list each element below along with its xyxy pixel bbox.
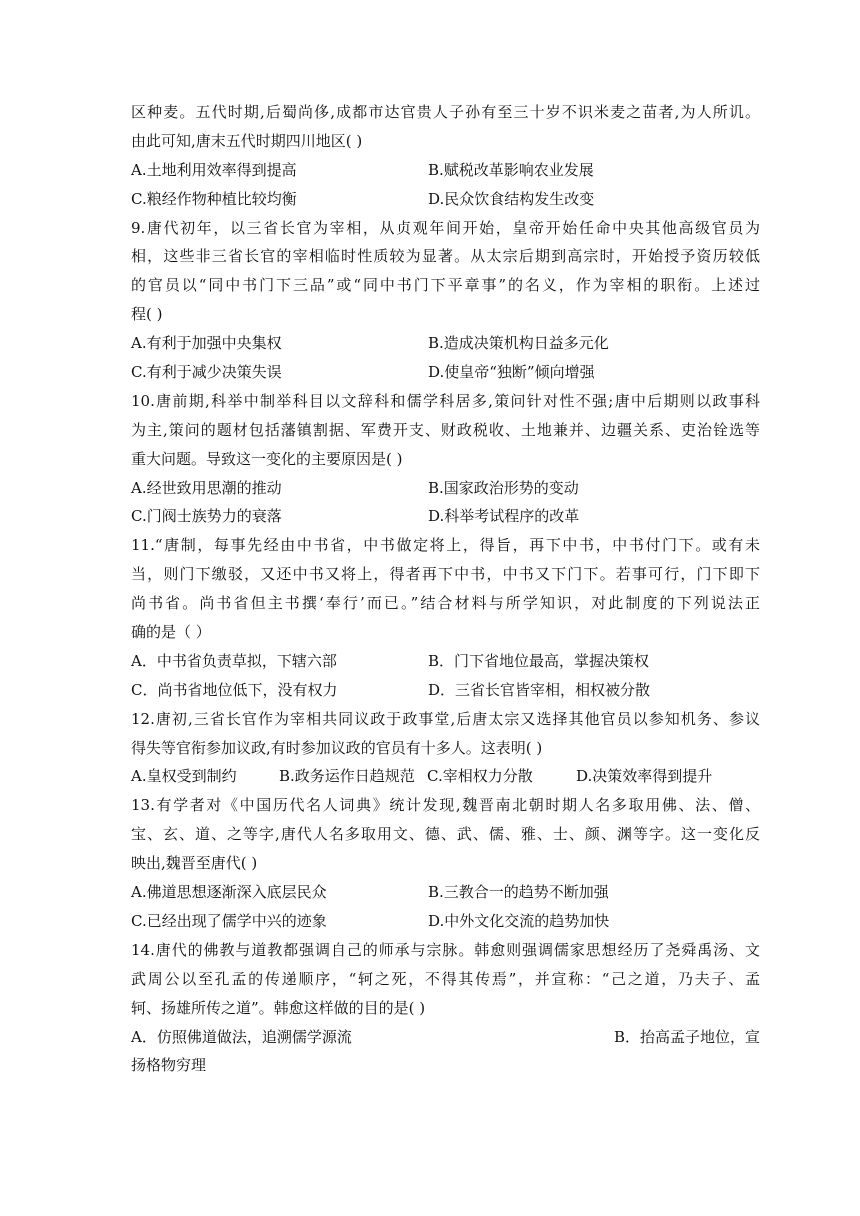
answer-options-row bbox=[131, 1023, 760, 1052]
text-line: 宝、玄、道、之等字,唐代人名多取用文、德、武、儒、雅、士、颜、渊等字。这一变化反 bbox=[131, 825, 760, 844]
answer-option: B.国家政治形势的变动 bbox=[428, 478, 579, 497]
text-line: 确的是（ ） bbox=[131, 623, 211, 642]
answer-option: C.宰相权力分散 bbox=[427, 767, 533, 786]
answer-option: C.粮经作物种植比较均衡 bbox=[131, 189, 297, 208]
answer-option: D.科举考试程序的改革 bbox=[428, 507, 580, 526]
answer-option: B.政务运作日趋规范 bbox=[279, 767, 415, 786]
text-line: 扬格物穷理 bbox=[131, 1056, 207, 1075]
text-line: 重大问题。导致这一变化的主要原因是( ) bbox=[131, 449, 403, 468]
answer-option: C．尚书省地位低下，没有权力 bbox=[131, 680, 338, 699]
answer-option: D.中外文化交流的趋势加快 bbox=[428, 911, 610, 930]
answer-option: D.民众饮食结构发生改变 bbox=[428, 189, 595, 208]
text-line: 10.唐前期,科举中制举科目以文辞科和儒学科居多,策问针对性不强;唐中后期则以政事科 bbox=[131, 391, 760, 410]
answer-option: C.已经出现了儒学中兴的迹象 bbox=[131, 911, 327, 930]
text-line: 为主,策问的题材包括藩镇割据、军费开支、财政税收、土地兼并、边疆关系、吏治铨选等 bbox=[131, 420, 760, 439]
text-line: 13.有学者对《中国历代名人词典》统计发现,魏晋南北朝时期人名多取用佛、法、僧、 bbox=[131, 796, 760, 815]
answer-option: A．仿照佛道做法，追溯儒学源流 bbox=[131, 1027, 352, 1046]
answer-option: B．门下省地位最高，掌握决策权 bbox=[428, 651, 650, 670]
answer-option: A.经世致用思潮的推动 bbox=[131, 478, 282, 497]
answer-option: A.土地利用效率得到提高 bbox=[131, 160, 297, 179]
answer-option: D.决策效率得到提升 bbox=[576, 767, 713, 786]
answer-options-row bbox=[131, 762, 760, 791]
text-line: 武周公以至孔孟的传递顺序，“轲之死，不得其传焉”，并宣称：“己之道，乃夫子、孟 bbox=[131, 969, 760, 988]
text-line: 11.“唐制，每事先经由中书省，中书做定将上，得旨，再下中书，中书付门下。或有未 bbox=[131, 536, 760, 555]
text-line: 映出,魏晋至唐代( ) bbox=[131, 854, 258, 873]
answer-option: B．抬高孟子地位，宣 bbox=[613, 1027, 760, 1046]
text-line: 程( ) bbox=[131, 305, 163, 324]
answer-options-row bbox=[131, 329, 760, 358]
text-line: 区种麦。五代时期,后蜀尚侈,成都市达官贵人子孙有至三十岁不识米麦之苗者,为人所讥。 bbox=[131, 103, 760, 121]
answer-option: B.三教合一的趋势不断加强 bbox=[428, 883, 609, 902]
text-line: 14.唐代的佛教与道教都强调自己的师承与宗脉。韩愈则强调儒家思想经历了尧舜禹汤、文 bbox=[131, 940, 760, 959]
text-line: 12.唐初,三省长官作为宰相共同议政于政事堂,后唐太宗又选择其他官员以参知机务、参议 bbox=[131, 709, 760, 728]
answer-option: C.有利于减少决策失误 bbox=[131, 363, 282, 382]
answer-option: A.有利于加强中央集权 bbox=[131, 334, 282, 353]
text-line: 9.唐代初年，以三省长官为宰相，从贞观年间开始，皇帝开始任命中央其他高级官员为 bbox=[131, 218, 760, 237]
answer-options-row bbox=[131, 878, 760, 907]
text-line: 的官员以“同中书门下三品”或“同中书门下平章事”的名义，作为宰相的职衔。上述过 bbox=[131, 276, 760, 295]
answer-options-row bbox=[131, 647, 760, 676]
answer-option: A.皇权受到制约 bbox=[131, 767, 237, 786]
text-line: 由此可知,唐末五代时期四川地区( ) bbox=[131, 131, 363, 150]
text-line: 得失等官衔参加议政,有时参加议政的官员有十多人。这表明( ) bbox=[131, 738, 543, 757]
answer-options-row bbox=[131, 502, 760, 531]
text-line: 轲、扬雄所传之道”。韩愈这样做的目的是( ) bbox=[131, 998, 426, 1017]
answer-options-row bbox=[131, 907, 760, 936]
answer-options-row bbox=[131, 676, 760, 705]
answer-option: D.使皇帝“独断”倾向增强 bbox=[428, 363, 595, 382]
answer-option: B.造成决策机构日益多元化 bbox=[428, 334, 609, 353]
answer-option: B.赋税改革影响农业发展 bbox=[428, 160, 594, 179]
text-line: 相，这些非三省长官的宰相临时性质较为显著。从太宗后期到高宗时，开始授予资历较低 bbox=[131, 247, 760, 266]
answer-options-row bbox=[131, 358, 760, 387]
text-line: 尚书省。尚书省但主书撰‘奉行’而已。”结合材料与所学知识，对此制度的下列说法正 bbox=[131, 594, 760, 613]
answer-options-row bbox=[131, 156, 760, 185]
answer-options-row bbox=[131, 185, 760, 214]
answer-option: A．中书省负责草拟，下辖六部 bbox=[131, 651, 337, 670]
text-line: 当，则门下缴驳，又还中书又将上，得者再下中书，中书又下门下。若事可行，门下即下 bbox=[131, 565, 760, 584]
answer-option: C.门阀士族势力的衰落 bbox=[131, 507, 282, 526]
answer-option: D．三省长官皆宰相，相权被分散 bbox=[428, 680, 651, 699]
answer-options-row bbox=[131, 474, 760, 503]
answer-option: A.佛道思想逐渐深入底层民众 bbox=[131, 883, 327, 902]
